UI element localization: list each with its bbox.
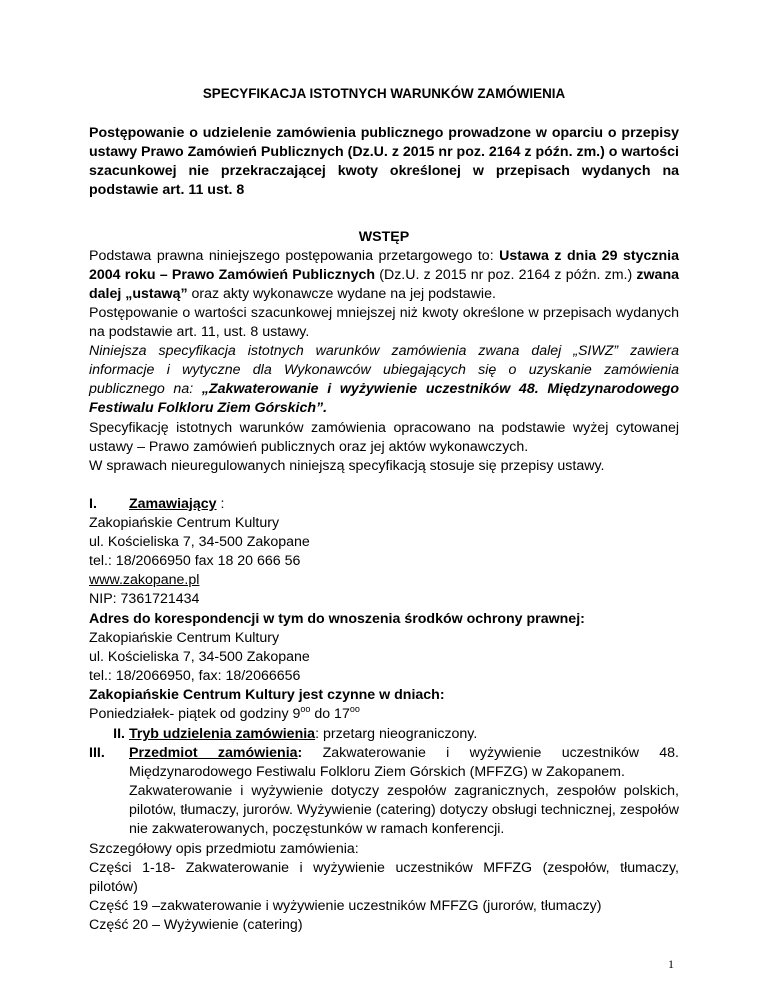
section-korespondencja (89, 610, 679, 724)
korespondencja-address: ul. Kościeliska 7, 34-500 Zakopane (89, 649, 310, 665)
section-opis (89, 840, 679, 935)
hours-a: Poniedziałek- piątek od godziny 9 (89, 706, 301, 722)
hours-b: do 17 (310, 706, 350, 722)
zamawiajacy-website-link[interactable]: www.zakopane.pl (89, 572, 200, 588)
zamawiajacy-colon: : (216, 496, 225, 512)
zamawiajacy-phone: tel.: 18/2066950 fax 18 20 666 56 (89, 553, 301, 569)
wstep-p1-e: oraz akty wykonawcze wydane na jej podstawie. (187, 286, 496, 302)
przedmiot-text: Zakwaterowanie i wyżywienie uczestników 48. Międzynarodowego Festiwalu Folkloru Ziem Górskich (MFFZG) w Zakopanem. (129, 745, 679, 780)
hours-sup2: oo (349, 704, 360, 714)
wstep-heading: WSTĘP (358, 229, 410, 245)
zamawiajacy-label: Zamawiający (129, 496, 217, 512)
wstep-siwz-paragraph (89, 342, 679, 418)
page-number: 1 (668, 957, 674, 971)
korespondencja-heading: Adres do korespondencji w tym do wnoszenia środków ochrony prawnej: (89, 611, 585, 627)
zamawiajacy-address: ul. Kościeliska 7, 34-500 Zakopane (89, 534, 310, 550)
wstep-p3-b: „Zakwaterowanie i wyżywienie uczestników 48. Międzynarodowego Festiwalu Folkloru Ziem Górskich”. (89, 381, 679, 416)
intro-text: Postępowanie o udzielenie zamówienia publicznego prowadzone w oparciu o przepisy ustawy Prawo Zamówień Publicznych (Dz.U. z 2015 nr poz. 2164 z późn. zm.) o wartości szacunkowej nie przekraczającej kwoty określonej w przepisach wydanych na podstawie art. 11 ust. 8 (89, 125, 679, 198)
hours-heading: Zakopiańskie Centrum Kultury jest czynne w dniach: (89, 687, 445, 703)
przedmiot-text-2: Zakwaterowanie i wyżywienie dotyczy zespołów zagranicznych, zespołów polskich, pilotów, tłumaczy, jurorów. Wyżywienie (catering) dotyczy obsługi technicznej, zespołów nie zakwaterowanych, poczęstunków w ramach konferencji. (129, 783, 679, 837)
intro-paragraph (89, 124, 679, 200)
wstep-legal-basis (89, 247, 679, 304)
wstep-p1-c: (Dz.U. z 2015 nr poz. 2164 z późn. zm.) (375, 267, 637, 283)
section-number: II. (113, 726, 125, 742)
opis-line-2: Część 19 –zakwaterowanie i wyżywienie uczestników MFFZG (jurorów, tłumaczy) (89, 898, 602, 914)
wstep-p1-d: zwana dalej „ustawą” (89, 267, 679, 302)
przedmiot-colon: : (297, 745, 303, 761)
section-przedmiot (89, 744, 679, 839)
spec-paragraph: Specyfikację istotnych warunków zamówienia opracowano na podstawie wyżej cytowanej ustawy – Prawo zamówień publicznych oraz jej aktów wykonawczych. (89, 420, 679, 455)
opis-line-3: Część 20 – Wyżywienie (catering) (89, 917, 303, 933)
zamawiajacy-name: Zakopiańskie Centrum Kultury (89, 515, 280, 531)
section-number: I. (89, 496, 97, 512)
przedmiot-label: Przedmiot zamówienia (129, 745, 298, 761)
section-tryb (89, 725, 679, 744)
opis-line-1: Części 1-18- Zakwaterowanie i wyżywienie uczestników MFFZG (zespołów, tłumaczy, pilotów) (89, 860, 679, 895)
document-title: SPECYFIKACJA ISTOTNYCH WARUNKÓW ZAMÓWIENIA (202, 86, 566, 101)
zamawiajacy-nip: NIP: 7361721434 (89, 591, 200, 607)
tryb-text: : przetarg nieograniczony. (315, 726, 478, 742)
section-number: III. (89, 745, 105, 761)
hours-sup1: oo (300, 704, 311, 714)
office-hours (89, 705, 679, 724)
wstep-p3-a: Niniejsza specyfikacja istotnych warunków zamówienia zwana dalej „SIWZ” zawiera informacje i wytyczne dla Wykonawców ubiegających się o uzyskanie zamówienia publicznego na: (89, 343, 679, 397)
wstep-p1-a: Podstawa prawna niniejszego postępowania przetargowego to: (89, 248, 500, 264)
section-zamawiajacy (89, 495, 679, 609)
korespondencja-phone: tel.: 18/2066950, fax: 18/2066656 (89, 668, 301, 684)
korespondencja-name: Zakopiańskie Centrum Kultury (89, 630, 280, 646)
opis-heading: Szczegółowy opis przedmiotu zamówienia: (89, 841, 359, 857)
tryb-label: Tryb udzielenia zamówienia (129, 726, 316, 742)
wstep-value-note: Postępowanie o wartości szacunkowej mniejszej niż kwoty określone w przepisach wydanych na podstawie art. 11, ust. 8 ustawy. (89, 305, 679, 340)
spec-unregulated: W sprawach nieuregulowanych niniejszą specyfikacją stosuje się przepisy ustawy. (89, 458, 605, 474)
wstep-p1-b: Ustawa z dnia 29 stycznia 2004 roku – Prawo Zamówień Publicznych (89, 248, 679, 283)
